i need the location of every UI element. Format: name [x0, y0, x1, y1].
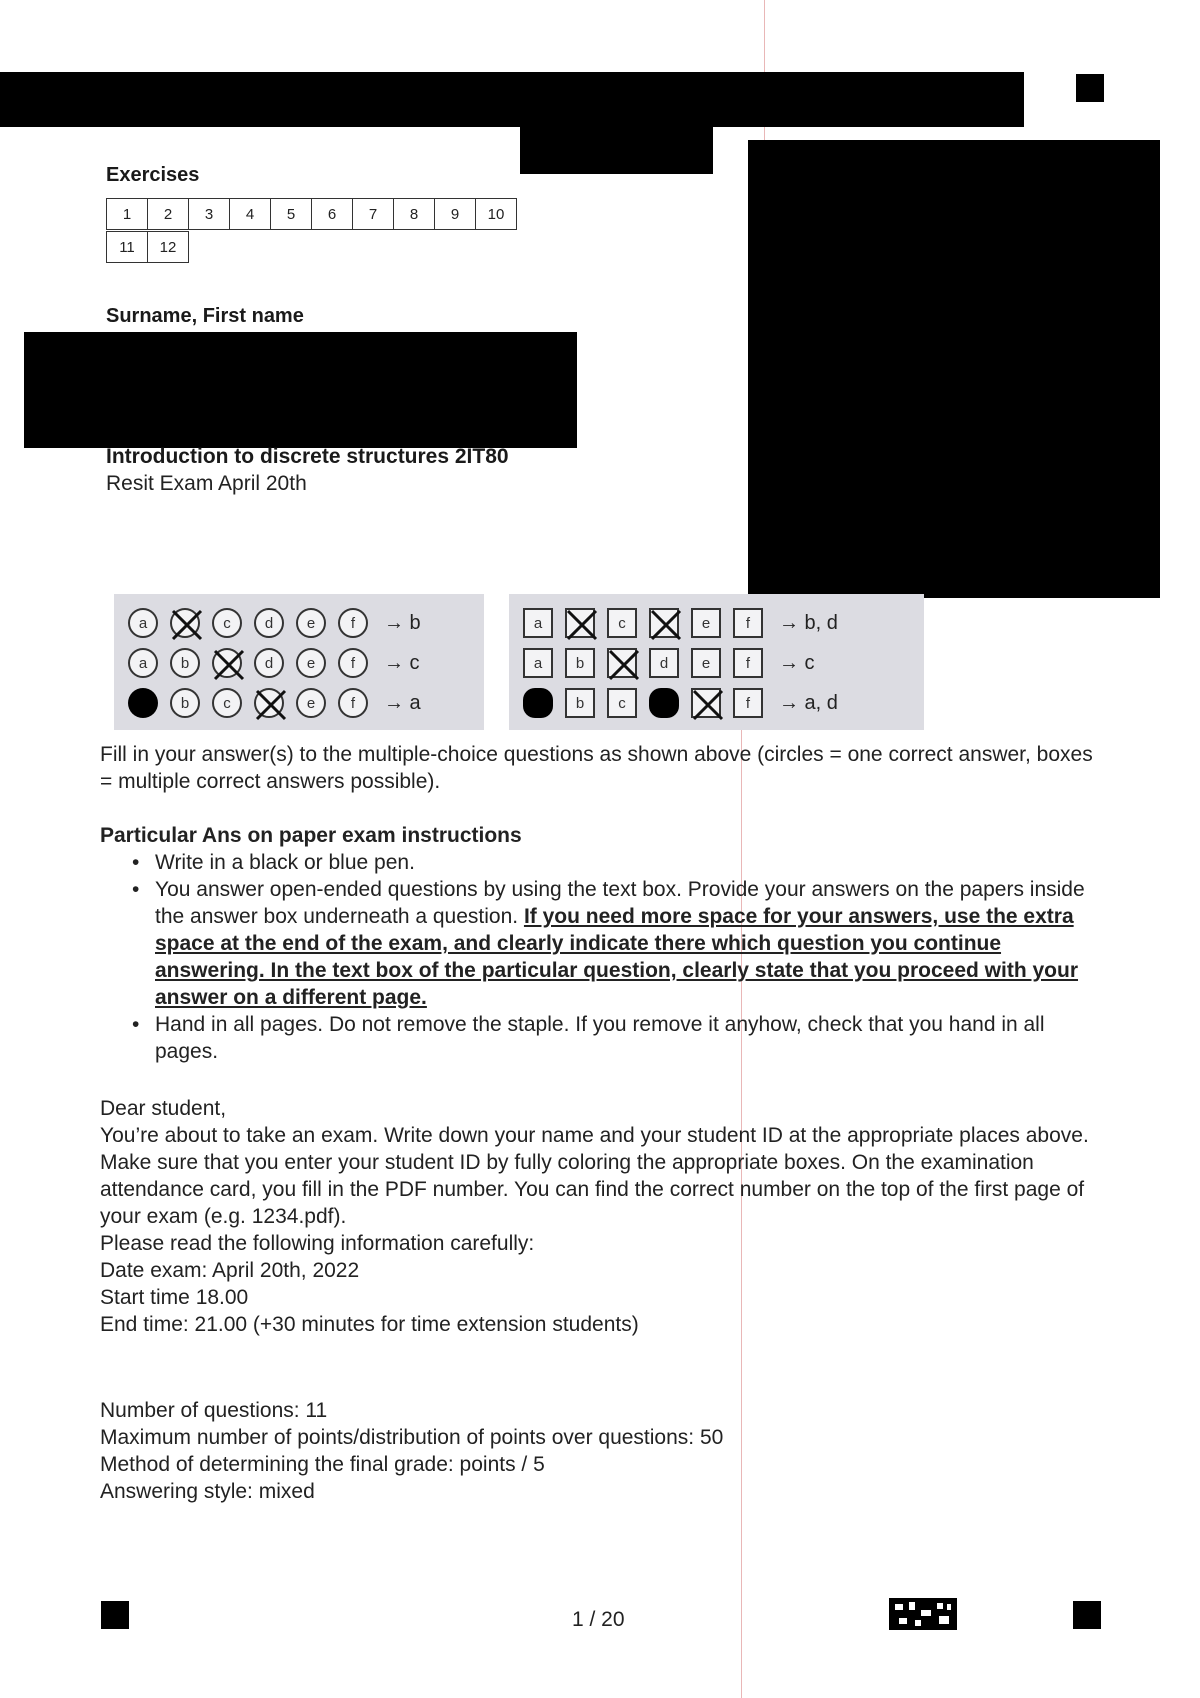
exercise-cell: 3: [188, 198, 230, 230]
choice-letter: a: [138, 654, 148, 672]
choice-letter: d: [264, 654, 274, 672]
choice-letter: e: [306, 614, 316, 632]
box-choice: [607, 608, 637, 638]
circle-choice: [212, 688, 242, 718]
circle-choice: [338, 648, 368, 678]
course-title: Introduction to discrete structures 2IT80: [106, 445, 509, 468]
redacted-student-id-grid: [748, 140, 1160, 598]
exercise-cell: 5: [270, 198, 312, 230]
exercise-cell: 12: [147, 231, 189, 263]
circle-choice-crossed: [170, 608, 200, 638]
corner-marker-bottom-left: [101, 1601, 129, 1629]
example-answer: → c: [384, 651, 420, 674]
circle-example-row: [128, 608, 421, 638]
circle-choice: [296, 648, 326, 678]
box-choice: [691, 648, 721, 678]
exercise-cell: 9: [434, 198, 476, 230]
box-choice: [523, 608, 553, 638]
choice-letter: d: [659, 654, 669, 672]
corner-marker-top-right: [1076, 74, 1104, 102]
exercise-cell: 4: [229, 198, 271, 230]
box-choice: [565, 648, 595, 678]
exam-date: Date exam: April 20th, 2022: [100, 1259, 360, 1282]
circle-choice: [254, 648, 284, 678]
choice-letter: a: [533, 654, 543, 672]
circle-choice-filled: [128, 688, 158, 718]
circle-choice: [338, 608, 368, 638]
box-choice: [523, 648, 553, 678]
exam-details: [100, 1397, 1110, 1505]
corner-marker-bottom-right: [1073, 1601, 1101, 1629]
example-answer: → a, d: [779, 691, 838, 714]
bullet-icon: •: [132, 878, 140, 901]
circle-choice: [212, 608, 242, 638]
circle-choice: [170, 688, 200, 718]
instruction-text: Write in a black or blue pen.: [155, 851, 415, 874]
circle-choice: [338, 688, 368, 718]
choice-letter: f: [745, 654, 751, 672]
circle-example-row: [128, 648, 420, 678]
circle-choice-crossed: [212, 648, 242, 678]
circle-choice-crossed: [254, 688, 284, 718]
circle-choice: [170, 648, 200, 678]
course-subtitle: Resit Exam April 20th: [106, 472, 307, 495]
exercise-cell: 2: [147, 198, 189, 230]
choice-letter: e: [306, 654, 316, 672]
choice-letter: a: [533, 614, 543, 632]
bullet-icon: •: [132, 851, 140, 874]
choice-letter: f: [350, 614, 356, 632]
grading-method: Method of determining the final grade: points / 5: [100, 1453, 545, 1476]
choice-letter: e: [701, 654, 711, 672]
choice-letter: b: [180, 694, 190, 712]
box-choice-filled: [523, 688, 553, 718]
choice-letter: c: [618, 614, 626, 632]
box-example-row: [523, 688, 838, 718]
box-choice: [607, 688, 637, 718]
circle-choice: [128, 648, 158, 678]
redacted-name-field: [24, 332, 577, 448]
letter-block: [100, 1095, 1110, 1338]
box-choice-crossed: [565, 608, 595, 638]
exam-end-time: End time: 21.00 (+30 minutes for time extension students): [100, 1313, 639, 1336]
name-label: Surname, First name: [106, 305, 304, 327]
box-choice-crossed: [607, 648, 637, 678]
exercise-cell: 11: [106, 231, 148, 263]
instruction-text: Hand in all pages. Do not remove the staple. If you remove it anyhow, check that you hand in all pages.: [155, 1013, 1045, 1063]
choice-letter: b: [180, 654, 190, 672]
box-example-row: [523, 608, 838, 638]
example-answer: → b, d: [779, 611, 838, 634]
instruction-emphasis: If you need more space for your answers, use the extra space at the end of the exam, and clearly indicate there which question you continue answering. In the text box of the particular question, clearly state that you proceed with your answer on a different page.: [155, 905, 1079, 1009]
example-answer: → a: [384, 691, 421, 714]
redacted-id-label: [520, 126, 713, 174]
example-answer: → b: [384, 611, 421, 634]
bullet-icon: •: [132, 1013, 140, 1036]
choice-letter: c: [618, 694, 626, 712]
box-choice-crossed: [691, 688, 721, 718]
circle-choice: [296, 608, 326, 638]
choice-letter: f: [745, 694, 751, 712]
number-of-questions: Number of questions: 11: [100, 1399, 328, 1422]
choice-letter: e: [306, 694, 316, 712]
box-choice-filled: [649, 688, 679, 718]
max-points: Maximum number of points/distribution of points over questions: 50: [100, 1426, 724, 1449]
answering-style: Answering style: mixed: [100, 1480, 315, 1503]
circle-example-row: [128, 688, 421, 718]
instructions-heading: Particular Ans on paper exam instructions: [100, 824, 522, 847]
instruction-item: [100, 849, 1110, 876]
page-number: 1 / 20: [572, 1608, 625, 1631]
exercise-cell: 1: [106, 198, 148, 230]
exercises-row-2: [107, 231, 189, 263]
exercise-cell: 6: [311, 198, 353, 230]
example-circles-panel: [114, 594, 484, 730]
box-choice: [733, 688, 763, 718]
box-example-row: [523, 648, 815, 678]
choice-letter: f: [745, 614, 751, 632]
letter-read: Please read the following information carefully:: [100, 1232, 535, 1255]
choice-letter: b: [575, 654, 585, 672]
choice-letter: f: [350, 654, 356, 672]
exercise-cell: 8: [393, 198, 435, 230]
instruction-item: [100, 876, 1110, 1011]
exercises-row-1: [107, 198, 517, 230]
box-choice: [733, 608, 763, 638]
choice-letter: c: [223, 614, 231, 632]
page-barcode: [889, 1598, 957, 1630]
instruction-text: You answer open-ended questions by using the text box. Provide your answers on the papers inside the answer box underneath a question.: [155, 878, 1085, 928]
instructions-list: [100, 849, 1110, 1065]
box-choice-crossed: [649, 608, 679, 638]
exercise-cell: 7: [352, 198, 394, 230]
example-boxes-panel: [509, 594, 924, 730]
choice-letter: e: [701, 614, 711, 632]
letter-body: You’re about to take an exam. Write down your name and your student ID at the appropriate places above. Make sure that you enter your student ID by fully coloring the appropriate boxes. On the examination attendance card, you fill in the PDF number. You can find the correct number on the top of the first page of your exam (e.g. 1234.pdf).: [100, 1124, 1089, 1228]
circle-choice: [128, 608, 158, 638]
instruction-item: [100, 1011, 1110, 1065]
exercises-label: Exercises: [106, 164, 200, 186]
box-choice: [649, 648, 679, 678]
choice-letter: b: [575, 694, 585, 712]
choice-letter: a: [138, 614, 148, 632]
redacted-header: [0, 72, 1024, 127]
choice-letter: d: [264, 614, 274, 632]
box-choice: [733, 648, 763, 678]
letter-greeting: Dear student,: [100, 1097, 227, 1120]
example-answer: → c: [779, 651, 815, 674]
choice-letter: c: [223, 694, 231, 712]
exercise-cell: 10: [475, 198, 517, 230]
example-note: Fill in your answer(s) to the multiple-choice questions as shown above (circles = one correct answer, boxes = multiple correct answers possible).: [100, 743, 1093, 793]
circle-choice: [296, 688, 326, 718]
exam-start-time: Start time 18.00: [100, 1286, 249, 1309]
box-choice: [691, 608, 721, 638]
circle-choice: [254, 608, 284, 638]
choice-letter: f: [350, 694, 356, 712]
box-choice: [565, 688, 595, 718]
